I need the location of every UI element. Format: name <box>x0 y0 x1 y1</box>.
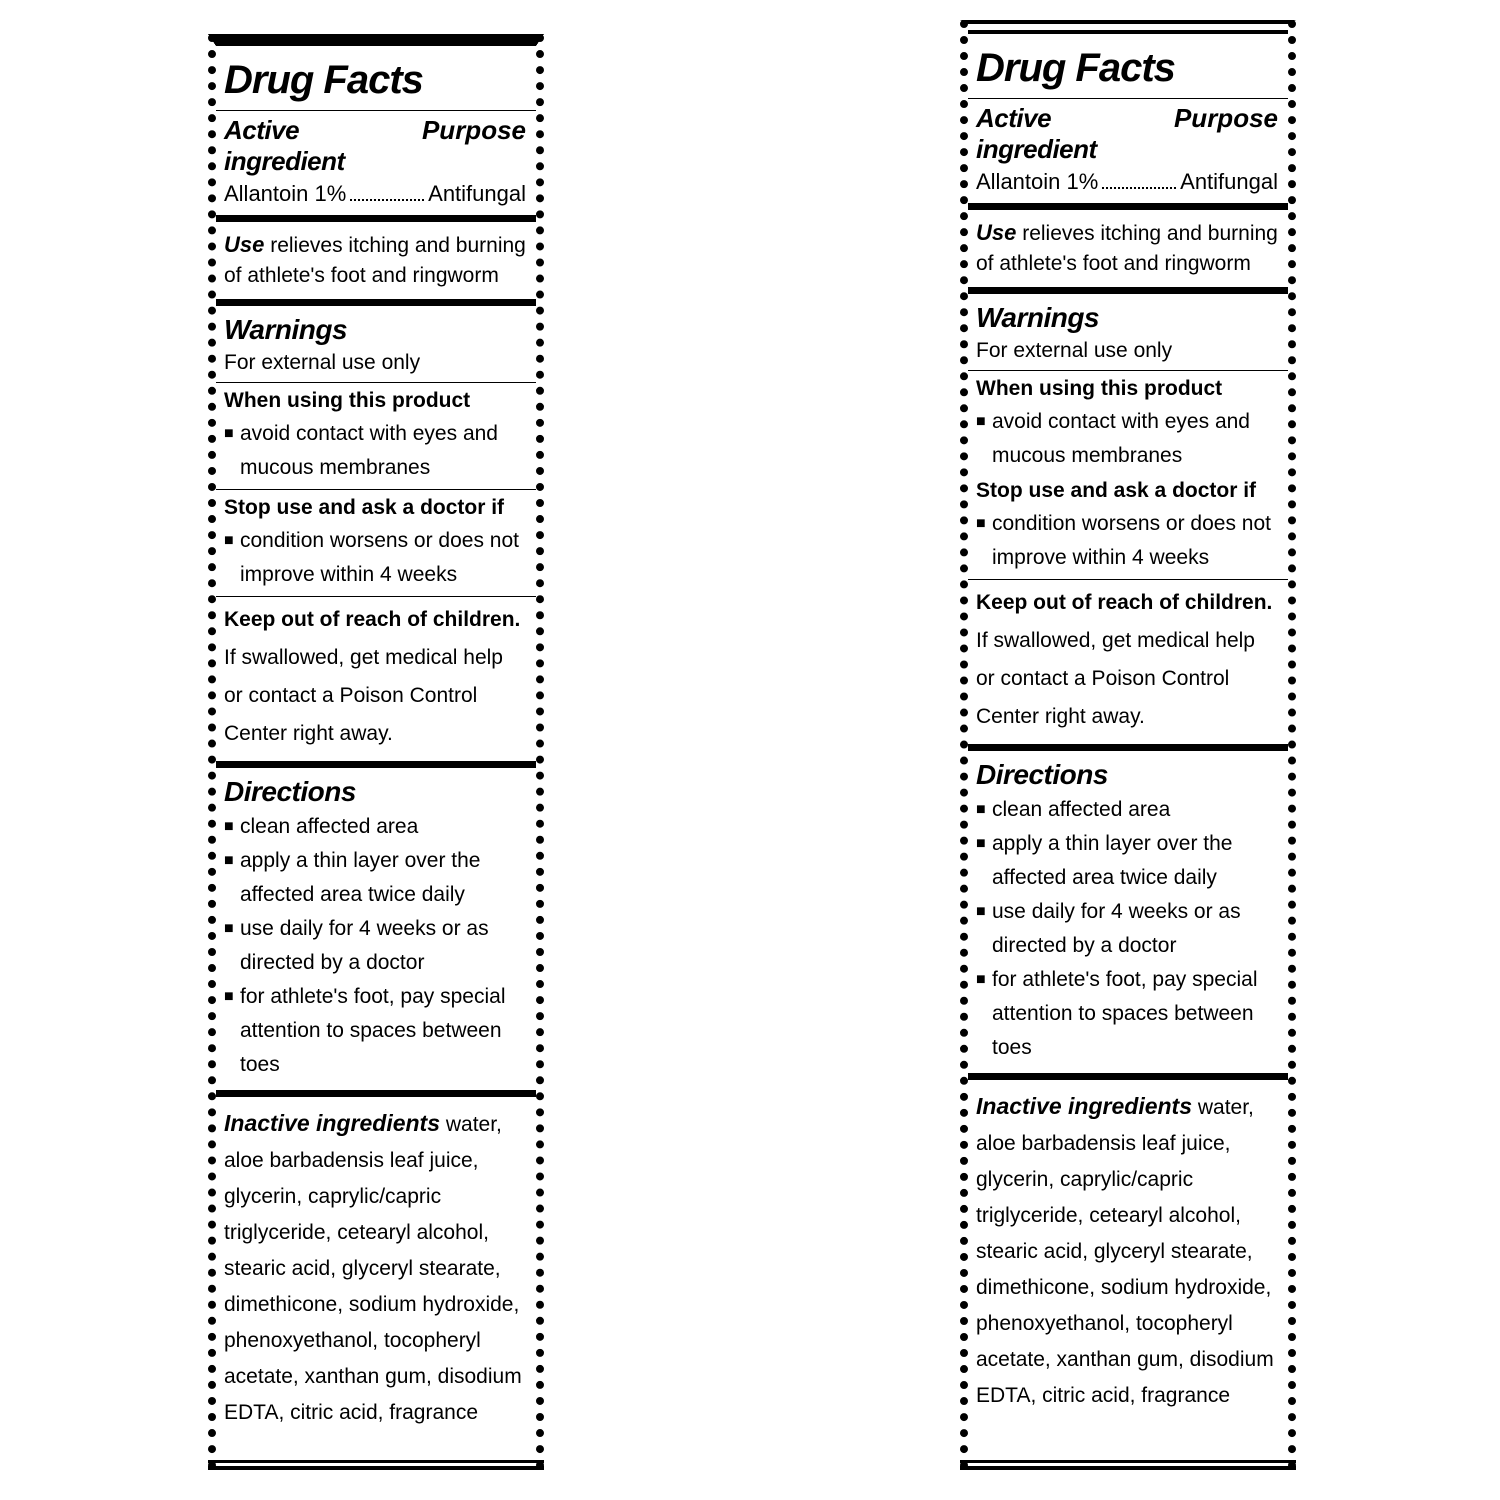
list-item: ■ condition worsens or does not improve within 4 weeks <box>976 507 1278 575</box>
when-using-title: When using this product <box>224 389 471 412</box>
stop-use-list <box>976 507 1278 575</box>
divider <box>968 1073 1288 1080</box>
list-item: ■ apply a thin layer over the affected area twice daily <box>224 844 526 912</box>
purpose-header: Purpose <box>1173 103 1278 133</box>
directions-list <box>976 793 1278 1065</box>
list-item: ■ for athlete's foot, pay special attention to spaces between toes <box>976 963 1278 1065</box>
list-item: ■ apply a thin layer over the affected area twice daily <box>976 827 1278 895</box>
active-ingredient-row <box>224 181 526 207</box>
list-item: ■ avoid contact with eyes and mucous membranes <box>976 405 1278 473</box>
divider <box>968 579 1288 580</box>
inactive-title: Inactive ingredients <box>976 1093 1193 1119</box>
warnings-intro: For external use only <box>976 339 1173 362</box>
drug-facts-panel-right <box>960 20 1296 1470</box>
keep-out-bold: Keep out of reach of children. <box>976 591 1273 614</box>
facts-header-row <box>976 103 1278 165</box>
list-item: ■ condition worsens or does not improve within 4 weeks <box>224 524 526 592</box>
warnings-title: Warnings <box>976 302 1100 333</box>
divider <box>968 370 1288 371</box>
list-item: ■ use daily for 4 weeks or as directed by a doctor <box>976 895 1278 963</box>
list-item: ■ clean affected area <box>224 810 526 844</box>
active-ingredient-purpose: Antifungal <box>1180 169 1278 194</box>
list-item: ■ avoid contact with eyes and mucous membranes <box>224 417 526 485</box>
active-ingredient-purpose: Antifungal <box>428 181 526 206</box>
active-ingredient-row <box>976 169 1278 195</box>
drug-facts-title: Drug Facts <box>224 58 423 102</box>
leader-dots <box>350 199 424 201</box>
uses-text: relieves itching and burning of athlete's foot and ringworm <box>976 222 1278 275</box>
divider <box>216 382 536 383</box>
keep-out-text: If swallowed, get medical help or contact a Poison Control Center right away. <box>224 646 503 745</box>
inactive-title: Inactive ingredients <box>224 1110 441 1136</box>
divider <box>216 215 536 222</box>
warnings-title: Warnings <box>224 314 348 345</box>
keep-out-section <box>224 601 526 753</box>
facts-header-row <box>224 115 526 177</box>
list-item: ■ clean affected area <box>976 793 1278 827</box>
leader-dots <box>1102 187 1176 189</box>
active-ingredient-name: Allantoin 1% <box>224 181 347 206</box>
divider <box>216 596 536 597</box>
when-using-list <box>224 417 526 485</box>
purpose-header: Purpose <box>421 115 526 145</box>
inactive-text: water, aloe barbadensis leaf juice, glycerin, caprylic/capric triglyceride, cetearyl alcohol, stearic acid, glyceryl stearate, dimethicone, sodium hydroxide, phenoxyethanol, tocopheryl acetate, xanthan gum, disodium EDTA, citric acid, fragrance <box>224 1113 522 1424</box>
uses-label: Use <box>224 232 265 257</box>
when-using-list <box>976 405 1278 473</box>
uses-section <box>976 218 1278 279</box>
uses-section <box>224 230 526 291</box>
divider <box>216 110 536 111</box>
inactive-text: water, aloe barbadensis leaf juice, glycerin, caprylic/capric triglyceride, cetearyl alcohol, stearic acid, glyceryl stearate, dimethicone, sodium hydroxide, phenoxyethanol, tocopheryl acetate, xanthan gum, disodium EDTA, citric acid, fragrance <box>976 1096 1274 1407</box>
active-ingredient-header: Active ingredient <box>224 115 345 176</box>
inactive-section <box>976 1088 1278 1414</box>
keep-out-section <box>976 584 1278 736</box>
divider <box>968 744 1288 751</box>
drug-facts-title: Drug Facts <box>976 46 1175 90</box>
directions-title: Directions <box>976 759 1108 790</box>
keep-out-bold: Keep out of reach of children. <box>224 608 521 631</box>
list-item: ■ for athlete's foot, pay special attention to spaces between toes <box>224 980 526 1082</box>
uses-label: Use <box>976 220 1017 245</box>
divider <box>216 489 536 490</box>
active-ingredient-header: Active ingredient <box>976 103 1097 164</box>
stop-use-title: Stop use and ask a doctor if <box>976 479 1257 502</box>
warnings-intro: For external use only <box>224 351 421 374</box>
divider <box>968 203 1288 210</box>
stop-use-list <box>224 524 526 592</box>
keep-out-text: If swallowed, get medical help or contact a Poison Control Center right away. <box>976 629 1255 728</box>
divider <box>968 98 1288 99</box>
stop-use-title: Stop use and ask a doctor if <box>224 496 505 519</box>
drug-facts-panel-left <box>208 34 544 1470</box>
bottom-rule <box>960 1460 1296 1470</box>
directions-title: Directions <box>224 776 356 807</box>
uses-text: relieves itching and burning of athlete's foot and ringworm <box>224 234 526 287</box>
divider <box>968 287 1288 294</box>
inactive-section <box>224 1105 526 1431</box>
divider <box>216 761 536 768</box>
bottom-rule <box>208 1460 544 1470</box>
active-ingredient-name: Allantoin 1% <box>976 169 1099 194</box>
list-item: ■ use daily for 4 weeks or as directed by a doctor <box>224 912 526 980</box>
divider <box>216 1090 536 1097</box>
directions-list <box>224 810 526 1082</box>
when-using-title: When using this product <box>976 377 1223 400</box>
divider <box>216 299 536 306</box>
